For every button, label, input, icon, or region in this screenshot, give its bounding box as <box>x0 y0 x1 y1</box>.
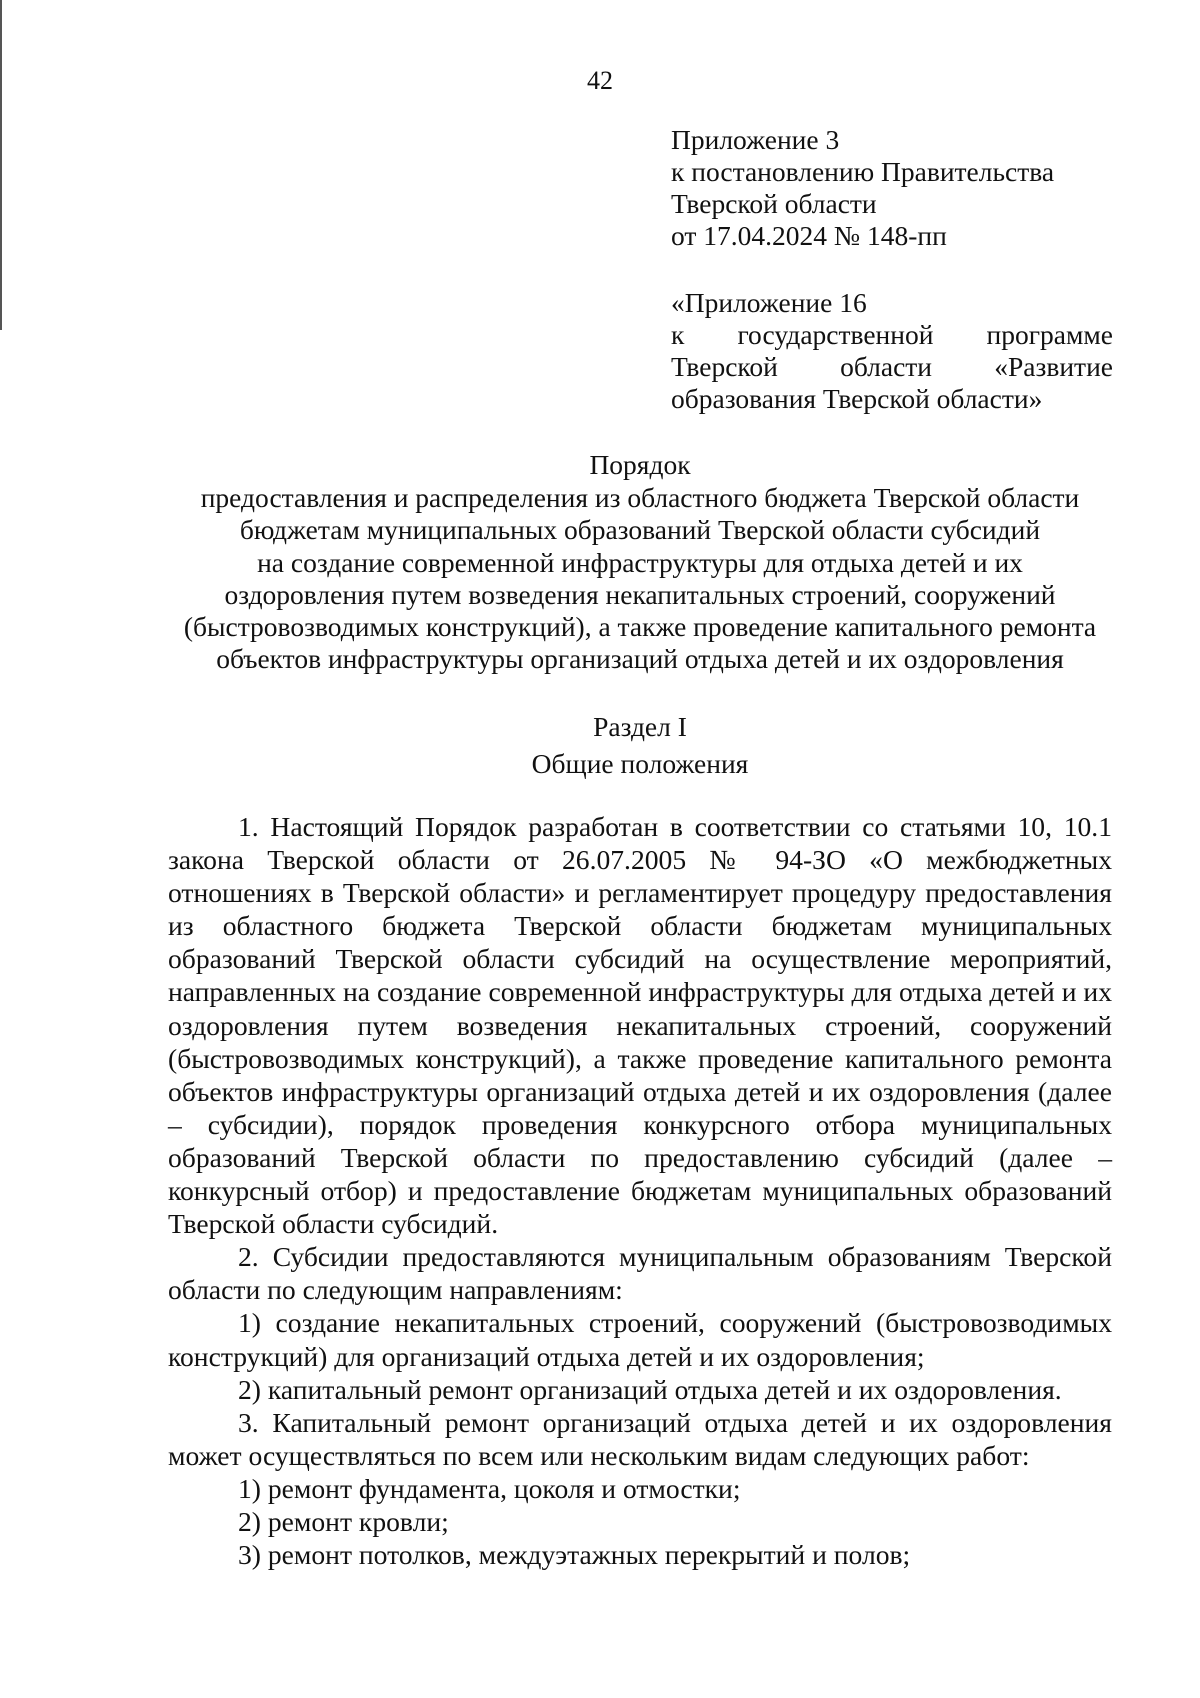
title-line: бюджетам муниципальных образований Тверской области субсидий <box>239 514 1041 546</box>
list-item: 1) ремонт фундамента, цоколя и отмостки; <box>238 1472 741 1504</box>
program-appendix-line: образования Тверской области» <box>671 383 1043 414</box>
section-number: Раздел I <box>593 711 687 742</box>
paragraph: 3. Капитальный ремонт организаций отдыха детей и их оздоровления может осуществляться по всем или нескольким видам следующих работ: <box>168 1406 1112 1471</box>
page-number: 42 <box>587 66 613 95</box>
title-line: (быстровозводимых конструкций), а также проведение капитального ремонта <box>183 611 1097 643</box>
document-body <box>168 810 1112 1571</box>
appendix-header-line: от 17.04.2024 № 148-пп <box>671 220 947 251</box>
section-name: Общие положения <box>531 748 749 779</box>
program-appendix-line: к государственной программе <box>671 319 1113 350</box>
title-line: предоставления и распределения из областного бюджета Тверской области <box>200 482 1080 514</box>
program-appendix <box>671 287 1113 415</box>
scan-edge-line <box>0 0 2 330</box>
paragraph: 1. Настоящий Порядок разработан в соответствии со статьями 10, 10.1 закона Тверской области от 26.07.2005 № 94-ЗО «О межбюджетных отношениях в Тверской области» и регламентирует процедуру предоставления из областного бюджета Тверской области бюджетам муниципальных образований Тверской области субсидий на осуществление мероприятий, направленных на создание современной инфраструктуры для отдыха детей и их оздоровления путем возведения некапитальных строений, сооружений (быстровозводимых конструкций), а также проведение капитального ремонта объектов инфраструктуры организаций отдыха детей и их оздоровления (далее – субсидии), порядок проведения конкурсного отбора муниципальных образований Тверской области по предоставлению субсидий (далее – конкурсный отбор) и предоставление бюджетам муниципальных образований Тверской области субсидий. <box>168 811 1112 1240</box>
program-appendix-line: Тверской области «Развитие <box>671 351 1113 382</box>
list-item: 1) создание некапитальных строений, сооружений (быстровозводимых конструкций) для организаций отдыха детей и их оздоровления; <box>168 1307 1112 1372</box>
title-line: на создание современной инфраструктуры для отдыха детей и их <box>257 546 1023 578</box>
document-title <box>140 449 1140 675</box>
program-appendix-line: «Приложение 16 <box>671 287 867 318</box>
list-item: 3) ремонт потолков, междуэтажных перекрытий и полов; <box>238 1539 911 1571</box>
appendix-header-line: Приложение 3 <box>671 124 840 155</box>
title-heading: Порядок <box>589 449 691 480</box>
paragraph: 2. Субсидии предоставляются муниципальным образованиям Тверской области по следующим направлениям: <box>168 1241 1112 1306</box>
appendix-header <box>671 124 1113 252</box>
list-item: 2) капитальный ремонт организаций отдыха детей и их оздоровления. <box>238 1373 1062 1405</box>
title-line: оздоровления путем возведения некапитальных строений, сооружений <box>224 578 1056 610</box>
appendix-header-line: Тверской области <box>671 188 877 219</box>
list-item: 2) ремонт кровли; <box>238 1505 449 1537</box>
title-line: объектов инфраструктуры организаций отдыха детей и их оздоровления <box>216 643 1064 675</box>
appendix-header-line: к постановлению Правительства <box>671 156 1055 187</box>
section-heading <box>140 708 1140 782</box>
